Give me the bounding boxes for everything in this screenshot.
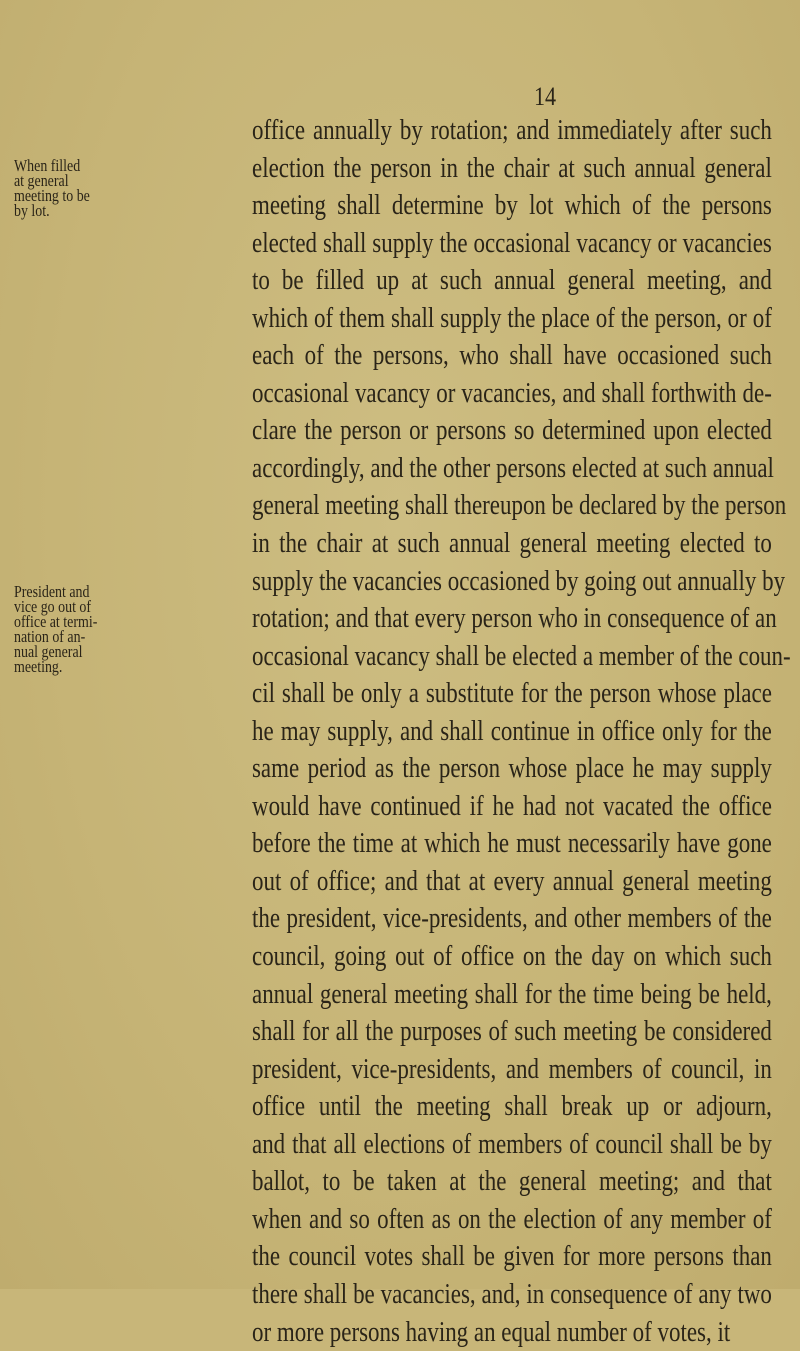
text-line: occasional vacancy shall be elected a member of the coun- <box>252 638 772 676</box>
text-line: president, vice-presidents, and members of council, in <box>252 1051 772 1089</box>
text-line: supply the vacancies occasioned by going out annually by <box>252 563 772 601</box>
margin-note-line: When filled <box>14 158 252 173</box>
text-line: same period as the person whose place he may supply <box>252 750 772 788</box>
text-line: or more persons having an equal number of votes, it <box>252 1314 772 1351</box>
text-line: in the chair at such annual general meeting elected to <box>252 525 772 563</box>
text-line: meeting shall determine by lot which of the persons <box>252 187 772 225</box>
margin-note-president-goes-out <box>14 584 252 674</box>
text-line: when and so often as on the election of any member of <box>252 1201 772 1239</box>
margin-note-line: meeting to be <box>14 188 252 203</box>
text-line: election the person in the chair at such annual general <box>252 150 772 188</box>
text-line: office until the meeting shall break up or adjourn, <box>252 1088 772 1126</box>
text-line: would have continued if he had not vacated the office <box>252 788 772 826</box>
text-line: and that all elections of members of council shall be by <box>252 1126 772 1164</box>
text-line: shall for all the purposes of such meeting be considered <box>252 1013 772 1051</box>
text-line: annual general meeting shall for the time being be held, <box>252 976 772 1014</box>
text-line: ballot, to be taken at the general meeting; and that <box>252 1163 772 1201</box>
text-line: which of them shall supply the place of the person, or of <box>252 300 772 338</box>
text-line: to be filled up at such annual general meeting, and <box>252 262 772 300</box>
text-line: before the time at which he must necessarily have gone <box>252 825 772 863</box>
text-line: occasional vacancy or vacancies, and shall forthwith de- <box>252 375 772 413</box>
text-line: general meeting shall thereupon be declared by the person <box>252 487 772 525</box>
margin-note-line: vice go out of <box>14 599 252 614</box>
text-line: he may supply, and shall continue in office only for the <box>252 713 772 751</box>
margin-note-line: President and <box>14 584 252 599</box>
text-line: each of the persons, who shall have occasioned such <box>252 337 772 375</box>
margin-note-line: at general <box>14 173 252 188</box>
margin-note-line: nation of an- <box>14 629 252 644</box>
text-line: cil shall be only a substitute for the person whose place <box>252 675 772 713</box>
margin-note-filled-by-lot <box>14 158 252 218</box>
text-line: council, going out of office on the day on which such <box>252 938 772 976</box>
margin-note-line: meeting. <box>14 659 252 674</box>
text-line: the president, vice-presidents, and other members of the <box>252 900 772 938</box>
margin-note-line: nual general <box>14 644 252 659</box>
text-line: out of office; and that at every annual general meeting <box>252 863 772 901</box>
text-line: there shall be vacancies, and, in consequence of any two <box>252 1276 772 1314</box>
text-line: elected shall supply the occasional vacancy or vacancies <box>252 225 772 263</box>
body-text <box>252 112 800 1351</box>
margin-note-line: by lot. <box>14 203 252 218</box>
page-number: 14 <box>534 82 556 112</box>
text-line: accordingly, and the other persons elected at such annual <box>252 450 772 488</box>
margin-note-line: office at termi- <box>14 614 252 629</box>
text-line: the council votes shall be given for more persons than <box>252 1238 772 1276</box>
text-line: clare the person or persons so determined upon elected <box>252 412 772 450</box>
text-line: rotation; and that every person who in consequence of an <box>252 600 772 638</box>
text-line: office annually by rotation; and immediately after such <box>252 112 772 150</box>
